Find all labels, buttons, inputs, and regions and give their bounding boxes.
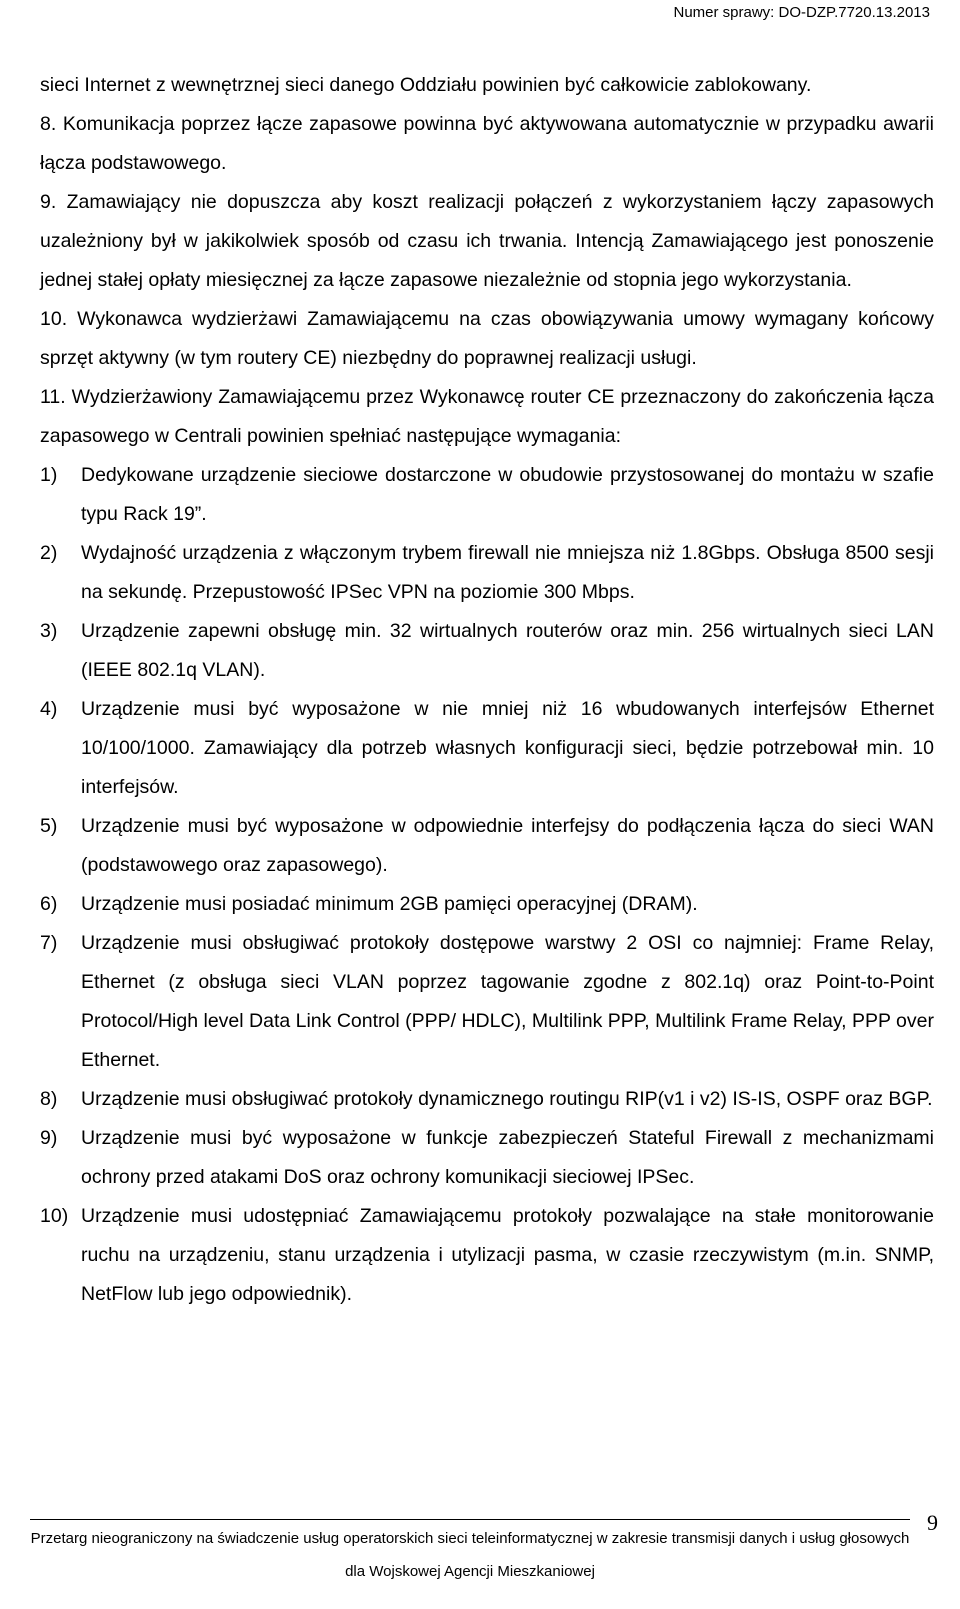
point-9 <box>40 183 934 300</box>
requirement-marker: 3) <box>40 620 58 642</box>
requirement-marker: 4) <box>40 698 58 720</box>
point-number: 11. <box>40 386 66 408</box>
requirement-marker: 6) <box>40 893 58 915</box>
requirement-text: Wydajność urządzenia z włączonym trybem firewall nie mniejsza niż 1.8Gbps. Obsługa 8500 sesji na sekundę. Przepustowość IPSec VPN na poziomie 300 Mbps. <box>81 542 934 603</box>
point-8 <box>40 105 934 183</box>
point-text: Wydzierżawiony Zamawiającemu przez Wykonawcę router CE przeznaczony do zakończenia łącza zapasowego w Centrali powinien spełniać następujące wymagania: <box>40 386 935 447</box>
requirement-text: Dedykowane urządzenie sieciowe dostarczone w obudowie przystosowanej do montażu w szafie typu Rack 19”. <box>81 464 934 525</box>
point-11 <box>40 378 934 456</box>
requirement-text: Urządzenie musi posiadać minimum 2GB pamięci operacyjnej (DRAM). <box>81 893 698 915</box>
point-number: 9. <box>40 191 57 213</box>
requirement-marker: 1) <box>40 464 58 486</box>
requirement-item <box>40 534 934 612</box>
requirement-item <box>40 612 934 690</box>
requirement-item <box>40 885 934 924</box>
requirement-text: Urządzenie musi udostępniać Zamawiającemu protokoły pozwalające na stałe monitorowanie ruchu na urządzeniu, stanu urządzenia i utylizacji pasma, w czasie rzeczywistym (m.in. SNMP, NetFlow lub jego odpowiednik). <box>81 1205 934 1305</box>
point-number: 8. <box>40 113 57 135</box>
requirement-item <box>40 1080 934 1119</box>
requirement-marker: 7) <box>40 932 58 954</box>
requirement-marker: 2) <box>40 542 58 564</box>
requirement-text: Urządzenie musi obsługiwać protokoły dostępowe warstwy 2 OSI co najmniej: Frame Relay, Ethernet (z obsługa sieci VLAN poprzez tagowanie zgodne z 802.1q) oraz Point-to-Point Protocol/High level Data Link Control (PPP/ HDLC), Multilink PPP, Multilink Frame Relay, PPP over Ethernet. <box>81 932 934 1071</box>
requirement-item <box>40 1119 934 1197</box>
case-number: Numer sprawy: DO-DZP.7720.13.2013 <box>673 4 930 21</box>
requirement-item <box>40 1197 934 1314</box>
requirement-text: Urządzenie musi obsługiwać protokoły dynamicznego routingu RIP(v1 i v2) IS-IS, OSPF oraz BGP. <box>81 1088 933 1110</box>
point-10 <box>40 300 934 378</box>
requirement-item <box>40 807 934 885</box>
footer-divider <box>30 1519 910 1520</box>
requirement-item <box>40 456 934 534</box>
requirement-text: Urządzenie musi być wyposażone w funkcje zabezpieczeń Stateful Firewall z mechanizmami ochrony przed atakami DoS oraz ochrony komunikacji sieciowej IPSec. <box>81 1127 934 1188</box>
requirement-marker: 8) <box>40 1088 58 1110</box>
point-number: 10. <box>40 308 68 330</box>
requirement-item <box>40 690 934 807</box>
document-body <box>40 66 934 1314</box>
requirements-list <box>40 456 934 1314</box>
requirement-item <box>40 924 934 1080</box>
requirement-text: Urządzenie zapewni obsługę min. 32 wirtualnych routerów oraz min. 256 wirtualnych sieci LAN (IEEE 802.1q VLAN). <box>81 620 934 681</box>
requirement-marker: 9) <box>40 1127 58 1149</box>
point-text: Wykonawca wydzierżawi Zamawiającemu na czas obowiązywania umowy wymagany końcowy sprzęt aktywny (w tym routery CE) niezbędny do poprawnej realizacji usługi. <box>40 308 934 369</box>
intro-paragraph: sieci Internet z wewnętrznej sieci danego Oddziału powinien być całkowicie zablokowany. <box>40 74 812 96</box>
requirement-text: Urządzenie musi być wyposażone w odpowiednie interfejsy do podłączenia łącza do sieci WAN (podstawowego oraz zapasowego). <box>81 815 934 876</box>
requirement-marker: 5) <box>40 815 58 837</box>
footer-text: Przetarg nieograniczony na świadczenie usług operatorskich sieci teleinformatycznej w zakresie transmisji danych i usług głosowych dla Wojskowej Agencji Mieszkaniowej <box>30 1530 910 1580</box>
requirement-text: Urządzenie musi być wyposażone w nie mniej niż 16 wbudowanych interfejsów Ethernet 10/100/1000. Zamawiający dla potrzeb własnych konfiguracji sieci, będzie potrzebował min. 10 interfejsów. <box>81 698 934 798</box>
requirement-marker: 10) <box>40 1205 69 1227</box>
point-text: Komunikacja poprzez łącze zapasowe powinna być aktywowana automatycznie w przypadku awarii łącza podstawowego. <box>40 113 935 174</box>
point-text: Zamawiający nie dopuszcza aby koszt realizacji połączeń z wykorzystaniem łączy zapasowych uzależniony był w jakikolwiek sposób od czasu ich trwania. Intencją Zamawiającego jest ponoszenie jednej stałej opłaty miesięcznej za łącze zapasowe niezależnie od stopnia jego wykorzystania. <box>40 191 935 291</box>
page-number: 9 <box>927 1510 938 1535</box>
